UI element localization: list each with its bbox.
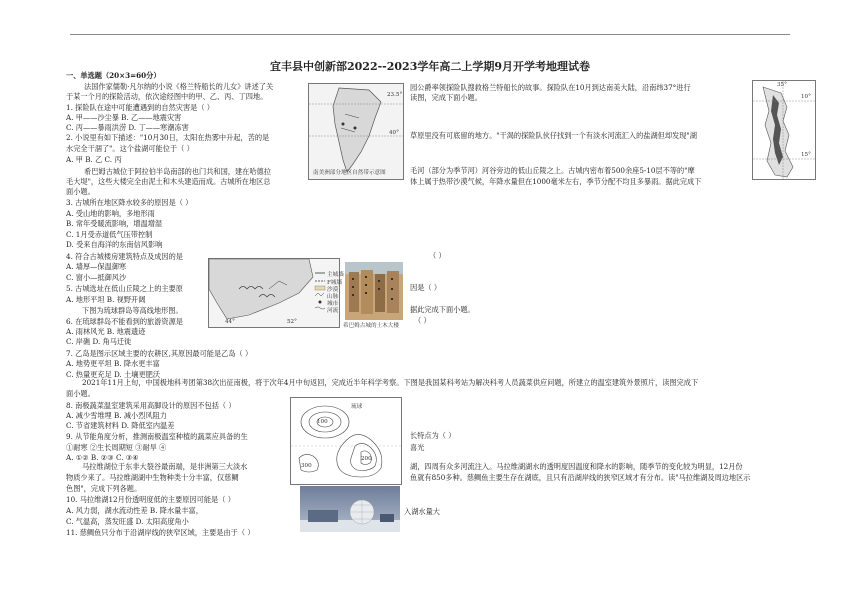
left-line-25: C. 岸礁 D. 角马迁徙 [66, 337, 132, 346]
left-line-5: C. 丙——暴雨洪涝 D. 丁——寒潮冻害 [66, 123, 189, 132]
q8-line-4: 9. 从节能角度分析，推测南极温室种植的蔬菜应具备的生 [66, 432, 248, 441]
right-paren-5: 因是（ ） [410, 283, 442, 292]
lon-label-44: 44° [225, 319, 235, 325]
south-america-map [308, 83, 404, 180]
left-line-8: A. 甲 B. 乙 C. 丙 [66, 155, 122, 164]
left-line-2: 于某一个月的探险活动，依次途经图中的甲、乙、丙、丁四地。 [66, 92, 268, 101]
left-line-7: 水完全干涸了"。这个盐湖可能位于（ ） [66, 144, 194, 153]
q8-line-3: C. 节省建筑材料 D. 降低室内温差 [66, 421, 175, 430]
lake-passage-2: 物质少来了。马拉维湖湖中生物种类十分丰富，仅慈鲷 [66, 473, 239, 482]
right-text-1: 园公爵率领探险队搜救格兰特船长的故事。探险队在10月到达南美大陆，沿南纬37°进行 [410, 83, 691, 92]
left-line-20: 5. 古城选址在低山丘陵之上的主要原 [66, 284, 183, 293]
q10-stem: 10. 马拉维湖12月份透明度低的主要原因可能是（ ） [66, 495, 235, 504]
left-line-11: 面小题。 [66, 187, 95, 196]
lake-passage-right-2: 鱼就有850多种。慈鲷鱼主要生存在湖底，且只有沿湖岸线的狭窄区域才有分布。读"马拉维湖及周边地区示 [410, 473, 751, 482]
left-line-21: A. 地形平坦 B. 视野开阔 [66, 295, 146, 304]
lat-label-1: 23.5° [387, 92, 403, 98]
legend-main-wall: 主城墙 [327, 272, 344, 278]
right-contour-intro: 据此完成下面小题。 [410, 305, 475, 314]
passage-2021-line2: 面小题。 [66, 389, 95, 398]
left-line-26: 7. 乙岛是图示区域主要的农耕区,其原因最可能是乙岛（ ） [66, 349, 253, 358]
left-line-17: 4. 符合古城楼房建筑特点及成因的是 [66, 252, 183, 261]
left-line-16: D. 受来自海洋的东南信风影响 [66, 240, 163, 249]
lat-label-15: 15° [801, 152, 811, 158]
contour-label-300: 300 [301, 463, 312, 469]
left-line-24: A. 雨林风光 B. 地震遗迹 [66, 327, 146, 336]
left-line-6: 2. 小说里有如下描述："10月30日，太阳在热雾中升起，苦的是 [66, 133, 270, 142]
legend-river: 河流 [327, 308, 339, 314]
left-line-10: 毛大堤"，这些大楼完全由泥土和木头建造而成。古城所在地区总 [66, 177, 271, 186]
q8-line-6: A. ①② B. ②③ C. ③④ [66, 453, 139, 462]
left-line-14: B. 常年受暖流影响，增温增湿 [66, 219, 163, 228]
left-line-1: 法国作家儒勒·凡尔纳的小说《格兰特船长的儿女》讲述了关 [84, 82, 274, 91]
legend-desert: 沙漠 [327, 287, 339, 293]
left-line-22: 下图为琉球群岛等高线地形图。 [82, 306, 183, 315]
lake-passage-right-1: 湖，四周有众多河流注入。马拉维湖湖水的透明度因温度和降水的影响，随季节的变化较为明显，12月份 [410, 462, 743, 471]
q8-line-1: 8. 南极蔬菜温室建筑采用高脚设计的原因不包括（ ） [66, 401, 236, 410]
left-line-9: 希巴姆古城位于阿拉伯半岛南部的也门共和国，建在哈德拉 [84, 167, 271, 176]
section-heading: 一、单选题（20×3=60分） [66, 71, 161, 80]
legend-mountain: 山脉 [327, 294, 339, 300]
q10-cd: C. 气温高，蒸发旺盛 D. 太阳高度角小 [66, 517, 189, 526]
lake-passage-1: 马拉维湖位于东非大裂谷最南端，是非洲第三大淡水 [82, 462, 248, 471]
left-line-27: A. 地势更平坦 B. 降水更丰富 [66, 359, 160, 368]
lake-passage-3: 色图"，完成下列各题。 [66, 484, 142, 493]
passage-2021-line1: 2021年11月上旬，中国极地科考团第38次出征南极，将于次年4月中旬返回，完成近半年科学考察。下图是我国某科考站为解决科考人员蔬菜供应问题，所建立的温室建筑外景照片，读图完成下 [82, 378, 699, 387]
left-line-4: A. 甲——沙尘暴 B. 乙——地震灾害 [66, 113, 182, 122]
q9-right-2: 喜光 [410, 443, 425, 452]
header-rule [70, 34, 790, 35]
right-paren-4: （ ） [429, 251, 446, 260]
greenhouse-photo [300, 486, 400, 532]
q11-stem: 11. 慈鲷鱼只分布于沿湖岸线的狭窄区域，主要是由于（ ） [66, 528, 255, 537]
contour-label-200: 200 [361, 456, 372, 462]
q8-line-2: A. 减少雪堆埋 B. 减小烈风阻力 [66, 411, 167, 420]
contour-label-100: 100 [317, 419, 328, 425]
legend-city: 城市 [327, 301, 339, 307]
lon-label-52: 52° [287, 319, 297, 325]
lat-label-2: 40° [389, 130, 399, 136]
contour-map [290, 397, 402, 485]
arabia-map [208, 258, 344, 328]
left-line-18: A. 墙厚—保温御寒 [66, 262, 127, 271]
left-line-15: C. 1月受赤道低气压带控制 [66, 230, 153, 239]
left-line-28: C. 热量更充足 D. 土壤更肥沃 [66, 370, 161, 379]
right-text-5: 体上属于热带沙漠气候，年降水量但在1000毫米左右，季节分配不均且多暴雨。据此完成下 [410, 177, 702, 186]
right-text-4: 毛河（部分为季节河）河谷旁边的低山丘陵之上。古城内密布着500余座5-10层不等的"摩 [410, 166, 695, 175]
left-line-19: C. 窗小—抵御风沙 [66, 273, 127, 282]
page-title: 宜丰县中创新部2022--2023学年高二上学期9月开学考地理试卷 [269, 60, 590, 73]
q10-right: 入湖水量大 [404, 507, 440, 516]
lat-label-10: 10° [801, 94, 811, 100]
left-line-3: 1. 探险队在途中可能遭遇到的自然灾害是（ ） [66, 103, 214, 112]
lon-label-35: 35° [777, 82, 787, 88]
legend-f-wall: F城墙 [327, 280, 343, 286]
right-text-2: 读图，完成下面小题。 [410, 93, 482, 102]
right-text-3: 草原里没有可底留的地方。"干渴的探险队伙仔找到一个有淡水河流汇入的盐湖但却发现"湖 [410, 131, 697, 140]
right-paren-6: （ ） [414, 316, 431, 325]
contour-label-ryukyu: 琉球 [351, 404, 363, 410]
left-line-12: 3. 古城所在地区降水较多的原因是（ ） [66, 198, 193, 207]
q8-line-5: ①耐寒 ②生长周期短 ③耐旱 ④ [66, 443, 167, 452]
figure-caption: 南美洲部分地区自然带示意图 [313, 170, 386, 176]
malawi-map [752, 80, 816, 180]
shibam-photo [345, 262, 403, 320]
left-line-13: A. 受山地的影响，多地形雨 [66, 209, 155, 218]
left-line-23: 6. 在琉球群岛不能看到的旅游资源是 [66, 317, 183, 326]
q10-ab: A. 风力弱，湖水流动性差 B. 降水量丰富， [66, 506, 203, 515]
q9-right-1: 长特点为（ ） [410, 431, 456, 440]
photo-caption: 希巴姆古城的土木大楼 [343, 323, 399, 329]
